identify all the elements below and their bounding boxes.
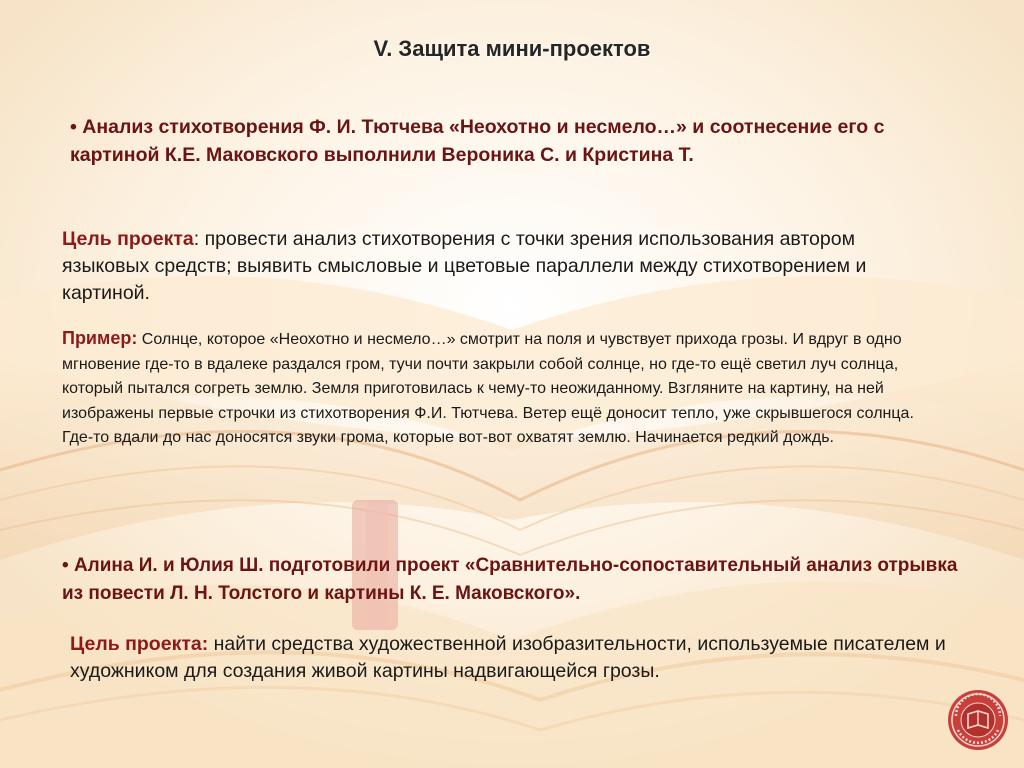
project1-goal [62,226,932,307]
goal1-text: : провести анализ стихотворения с точки зрения использования автором языковых средств; выявить смысловые и цветовые параллели между стихотворением и картиной. [62,228,867,304]
bullet: • [70,116,77,138]
bullet: • [62,555,69,576]
publisher-seal-icon [946,688,1010,752]
project1-text: Анализ стихотворения Ф. И. Тютчева «Неохотно и несмело…» и соотнесение его с картиной К.Е. Маковского выполнили Вероника С. и Кристина Т. [70,116,885,166]
project2-goal [70,631,980,685]
project2-paragraph [62,552,972,608]
example-text: Солнце, которое «Неохотно и несмело…» смотрит на поля и чувствует прихода грозы. И вдруг в одно мгновение где-то в вдалеке раздался гром, тучи почти закрыли собой солнце, но где-то ещё светил луч солнца, который пытался согреть землю. Земля приготовилась к чему-то неожиданному. Взгляните на картину, на ней изображены первые строчки из стихотворения Ф.И. Тютчева. Ветер ещё доносит тепло, уже скрывшегося солнца. Где-то вдали до нас доносятся звуки грома, которые вот-вот охватят землю. Начинается редкий дождь. [62,331,914,446]
example-paragraph [62,326,942,451]
goal1-label: Цель проекта [62,228,194,250]
project2-text: Алина И. и Юлия Ш. подготовили проект «Сравнительно-сопоставительный анализ отрывка из повести Л. Н. Толстого и картины К. Е. Маковского». [62,555,958,604]
goal2-label: Цель проекта: [70,633,209,655]
project1-paragraph [70,113,910,169]
goal2-text: найти средства художественной изобразительности, используемые писателем и художником для создания живой картины надвигающейся грозы. [70,633,946,682]
example-label: Пример: [62,328,138,348]
slide-title: V. Защита мини-проектов [373,36,651,61]
